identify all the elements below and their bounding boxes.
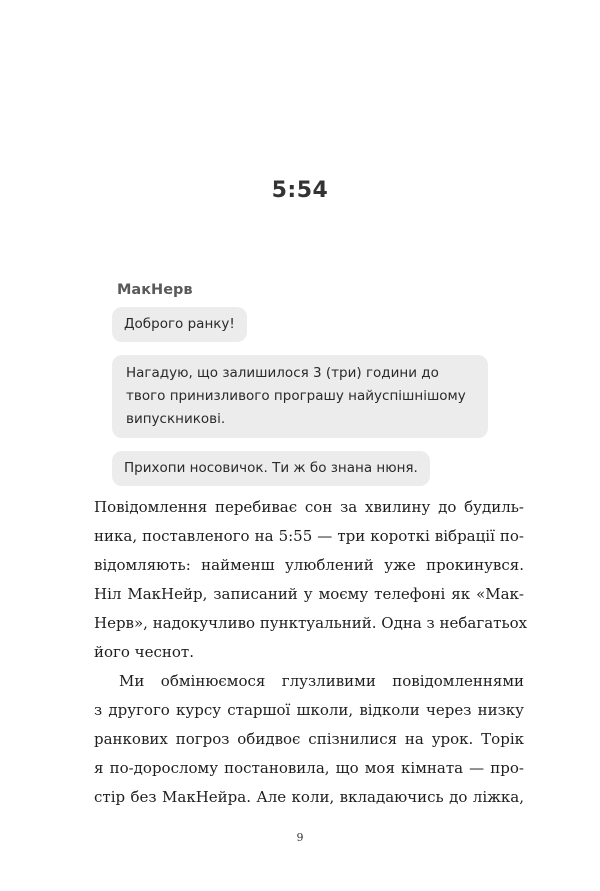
text-line: я по-дорослому постановила, що моя кімната — про- [94, 759, 524, 777]
text-line: Ніл МакНейр, записаний у моєму телефоні як «Мак- [94, 585, 524, 603]
text-line: Повідомлення перебиває сон за хвилину до будиль- [94, 498, 524, 516]
chat-sender-name: МакНерв [117, 282, 193, 298]
text-line: стір без МакНейра. Але коли, вкладаючись до ліжка, [94, 788, 524, 806]
body-text [94, 493, 528, 812]
chat-message-bubble: Доброго ранку! [112, 307, 247, 342]
page-number: 9 [296, 831, 304, 844]
text-line: відомляють: найменш улюблений уже прокинувся. [94, 556, 524, 574]
text-line: з другого курсу старшої школи, відколи через низку [94, 701, 524, 719]
text-line: ника, поставленого на 5:55 — три короткі вібрації по- [94, 527, 524, 545]
text-line: Ми обмінюємося глузливими повідомленнями [119, 672, 524, 690]
paragraph [94, 493, 528, 667]
chat-message-bubble: Прихопи носовичок. Ти ж бо знана нюня. [112, 451, 430, 486]
chat-message-bubble: Нагадую, що залишилося 3 (три) години до твого принизливого програшу найуспішнішому випускникові. [112, 355, 488, 438]
chapter-time-heading: 5:54 [271, 178, 329, 203]
text-line: його чеснот. [94, 643, 194, 661]
text-line: ранкових погроз обидвоє спізнилися на урок. Торік [94, 730, 524, 748]
text-line: Нерв», надокучливо пунктуальний. Одна з небагатьох [94, 614, 528, 632]
chat-transcript [112, 282, 512, 499]
paragraph [94, 667, 524, 812]
